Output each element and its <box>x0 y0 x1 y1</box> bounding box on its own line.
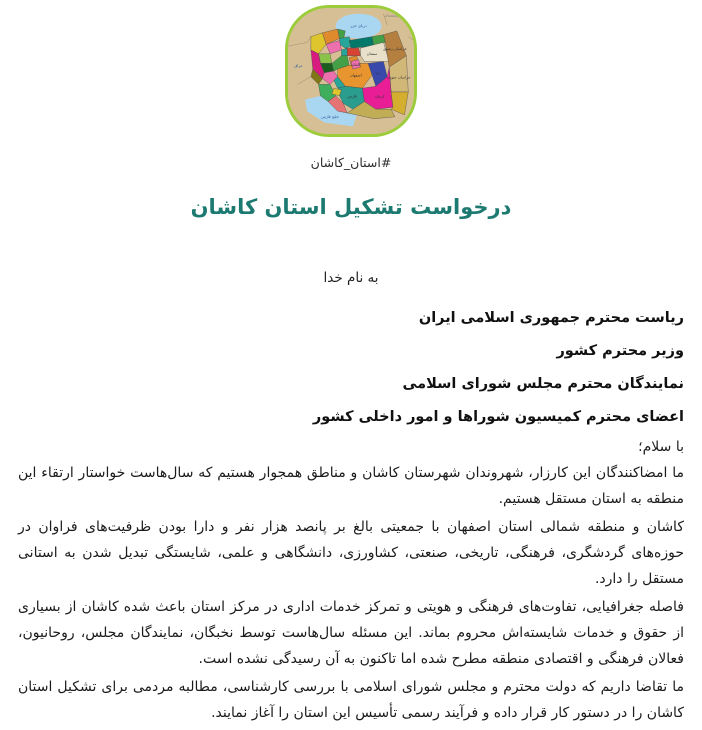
paragraph-deprivation: فاصله جغرافیایی، تفاوت‌های فرهنگی و هویتی و تمرکز خدمات اداری در مرکز استان باعث شده کاشان از بسیاری از حقوق و خدمات شایسته‌اش محروم بماند. این مسئله سال‌هاست توسط نخبگان، نمایندگان مجلس، روحانیون، فعالان فرهنگی و اقتصادی منطقه مطرح شده اما تاکنون به آن رسیدگی نشده است. <box>18 599 684 667</box>
iran-map-svg <box>288 8 414 134</box>
fars-label: فارس <box>347 93 357 99</box>
persian-gulf-label: خلیج فارس <box>321 113 339 119</box>
esfahan-label: اصفهان <box>349 72 362 78</box>
paragraph-signatories: ما امضاکنندگان این کارزار، شهروندان شهرستان کاشان و مناطق همجوار هستیم که سال‌هاست خواستار ارتقاء این منطقه به استان مستقل هستیم. <box>18 465 684 507</box>
kerman-label: کرمان <box>374 93 385 99</box>
petition-document <box>0 5 702 730</box>
petition-body <box>18 460 684 726</box>
salutation-line: با سلام؛ <box>638 439 684 455</box>
turkmenistan-label: ترکمنستان <box>384 12 402 18</box>
iraq-label: عراق <box>294 63 303 69</box>
semnan-label: سمنان <box>366 50 378 56</box>
paragraph-capacities: کاشان و منطقه شمالی استان اصفهان با جمعیتی بالغ بر پانصد هزار نفر و دارا بودن ظرفیت‌های فراوان در حوزه‌های گردشگری، فرهنگی، تاریخی، صنعتی، کشاورزی، دانشگاهی و علمی، شایستگی تبدیل شدن به استانی مستقل را دارد. <box>18 519 684 587</box>
khorasan-razavi-label: خراسان رضوی <box>382 46 407 52</box>
bismillah-line: به نام خدا <box>323 270 379 286</box>
iran-provinces-map-image <box>285 5 417 137</box>
hashtag-caption: #استان_کاشان <box>310 155 392 170</box>
page-title: درخواست تشکیل استان کاشان <box>190 195 512 219</box>
yazd-label: یزد <box>375 69 381 75</box>
addressee-list <box>18 302 684 434</box>
addressee-councils-commission: اعضای محترم کمیسیون شوراها و امور داخلی کشور <box>312 409 684 425</box>
khorasan-jonubi-label: خراسان جنوبی <box>386 74 411 80</box>
paragraph-request: ما تقاضا داریم که دولت محترم و مجلس شورای اسلامی با بررسی کارشناسی، مطالبه مردمی برای تشکیل استان کاشان را در دستور کار قرار داده و فرآیند رسمی تأسیس این استان را آغاز نمایند. <box>18 679 684 721</box>
addressee-interior-minister: وزیر محترم کشور <box>556 343 684 359</box>
kashan-label: کاشان <box>350 61 361 67</box>
caspian-label: دریای خزر <box>350 23 367 29</box>
addressee-president: ریاست محترم جمهوری اسلامی ایران <box>418 310 684 326</box>
addressee-parliament-members: نمایندگان محترم مجلس شورای اسلامی <box>402 376 684 392</box>
